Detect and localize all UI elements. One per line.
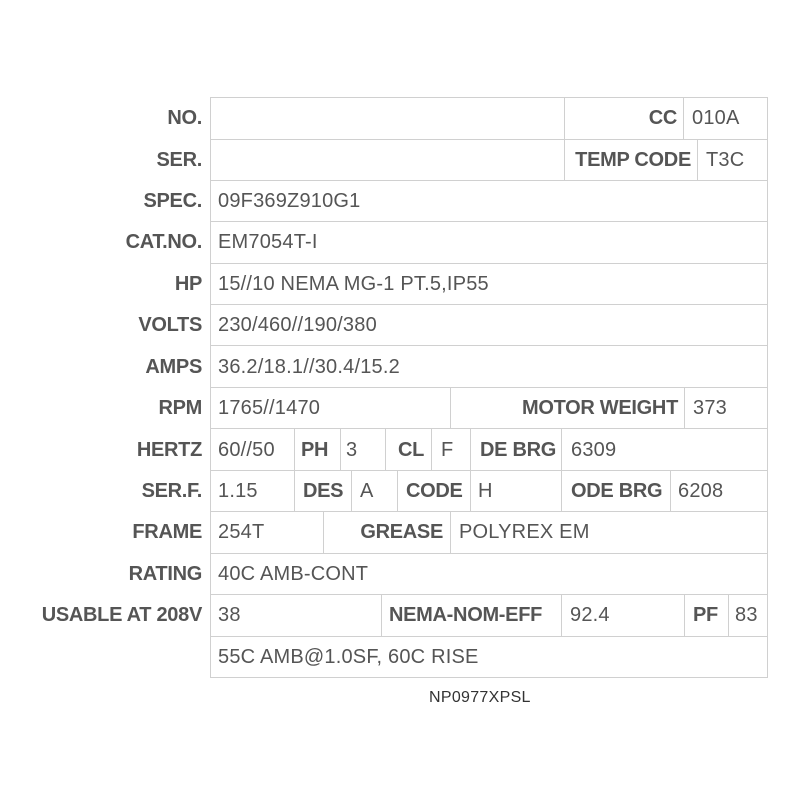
grid-line [210,180,768,181]
grid-line [323,511,324,553]
grid-line [210,263,768,264]
hp-label: HP [174,273,202,295]
grid-line [210,345,768,346]
grease-value: POLYREX EM [459,521,590,543]
no-label: NO. [167,107,202,129]
cl-label: CL [398,439,425,461]
frame-label: FRAME [132,521,202,543]
grid-line [210,221,768,222]
cl-value: F [441,439,454,461]
pf-label: PF [693,604,718,626]
de-brg-value: 6309 [571,439,617,461]
hertz-label: HERTZ [136,439,202,461]
grid-line [351,470,352,511]
grid-line [561,594,562,636]
motor-weight-value: 373 [693,397,727,419]
catno-label: CAT.NO. [125,231,202,253]
de-brg-label: DE BRG [480,439,556,461]
temp-code-label: TEMP CODE [575,149,691,171]
grid-line [397,470,398,511]
temp-code-value: T3C [706,149,745,171]
ph-value: 3 [346,439,358,461]
grid-line [210,97,768,98]
amps-value: 36.2/18.1//30.4/15.2 [218,356,400,378]
pf-value: 83 [735,604,758,626]
frame-value: 254T [218,521,265,543]
serf-label: SER.F. [141,480,202,502]
grid-line [210,553,768,554]
catno-value: EM7054T-I [218,231,318,253]
rpm-value: 1765//1470 [218,397,321,419]
rating-label: RATING [128,563,202,585]
amps-label: AMPS [145,356,202,378]
usable-label: USABLE AT 208V [41,604,202,626]
nema-nom-eff-value: 92.4 [570,604,610,626]
rating-value: 40C AMB-CONT [218,563,369,585]
ph-label: PH [301,439,329,461]
grid-line [728,594,729,636]
des-label: DES [303,480,344,502]
hertz-value: 60//50 [218,439,275,461]
rise-note: 55C AMB@1.0SF, 60C RISE [218,646,479,668]
rpm-label: RPM [158,397,202,419]
grid-line [670,470,671,511]
cc-label: CC [648,107,677,129]
part-number: NP0977XPSL [429,689,531,706]
ser-label: SER. [156,149,202,171]
motor-weight-label: MOTOR WEIGHT [521,397,678,419]
grid-line [684,594,685,636]
grid-line [385,428,386,470]
grid-line [450,511,451,553]
grid-line [381,594,382,636]
grid-line [431,428,432,470]
ode-brg-label: ODE BRG [571,480,663,502]
code-label: CODE [406,480,463,502]
volts-label: VOLTS [138,314,202,336]
grease-label: GREASE [360,521,443,543]
volts-value: 230/460//190/380 [218,314,377,336]
grid-line [210,511,768,512]
grid-line [210,97,211,678]
grid-line [340,428,341,470]
grid-line [470,428,471,470]
grid-line [697,139,698,180]
usable-value: 38 [218,604,241,626]
grid-line [470,470,471,511]
grid-line [210,677,768,678]
grid-line [210,304,768,305]
grid-line [210,636,768,637]
cc-value: 010A [692,107,740,129]
hp-value: 15//10 NEMA MG-1 PT.5,IP55 [218,273,489,295]
des-value: A [360,480,374,502]
grid-line [210,139,768,140]
grid-line [683,97,684,139]
grid-line [294,470,295,511]
grid-line [561,428,562,470]
nema-nom-eff-label: NEMA-NOM-EFF [389,604,543,626]
grid-line [561,470,562,511]
serf-value: 1.15 [218,480,258,502]
grid-line [564,97,565,180]
grid-line [294,428,295,470]
ode-brg-value: 6208 [678,480,724,502]
spec-value: 09F369Z910G1 [218,190,361,212]
grid-line [767,97,768,678]
code-value: H [478,480,493,502]
grid-line [684,387,685,428]
spec-label: SPEC. [143,190,202,212]
grid-line [450,387,451,428]
